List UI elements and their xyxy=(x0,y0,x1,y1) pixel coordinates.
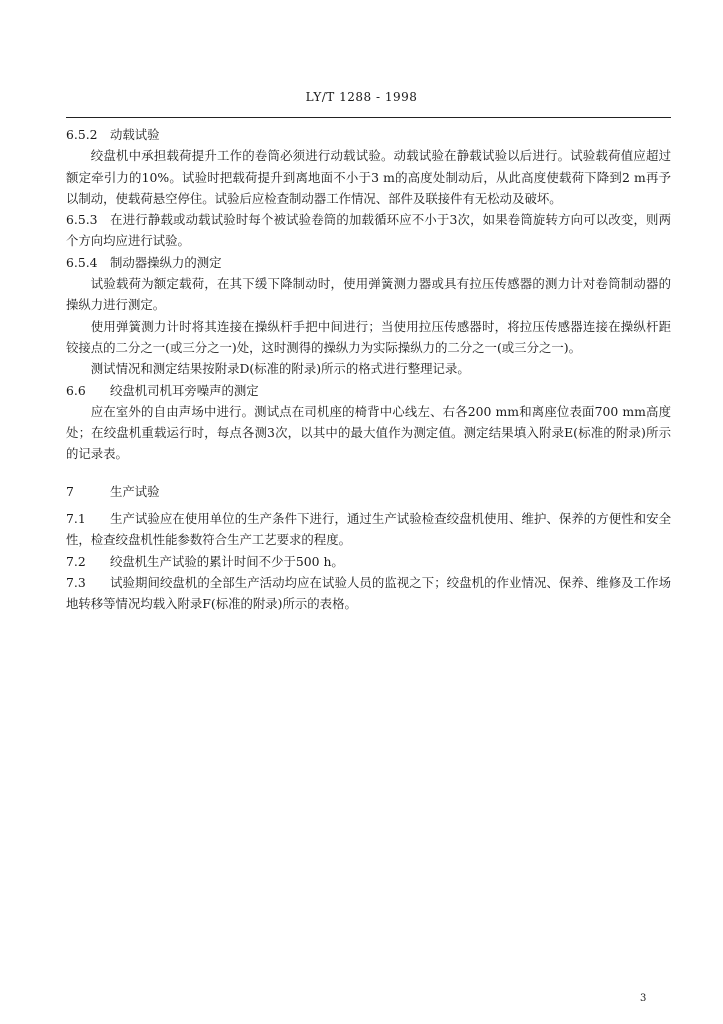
section-6-6-heading xyxy=(66,380,671,401)
section-number: 7 xyxy=(66,483,74,499)
section-text: 试验期间绞盘机的全部生产活动均应在试验人员的监视之下；绞盘机的作业情况、保养、维修及工作场地转移等情况均载入附录F(标准的附录)所示的表格。 xyxy=(66,574,671,612)
page-number: 3 xyxy=(640,993,647,1004)
section-text: 绞盘机生产试验的累计时间不少于500 h。 xyxy=(110,553,344,569)
section-6-5-4-paragraph-1: 试验载荷为额定载荷，在其下缓下降制动时，使用弹簧测力器或具有拉压传感器的测力计对卷筒制动器的操纵力进行测定。 xyxy=(66,276,671,313)
section-7-1-paragraph xyxy=(66,508,671,551)
standard-header: LY/T 1288 - 1998 xyxy=(305,90,418,104)
section-6-5-2-paragraph: 绞盘机中承担载荷提升工作的卷筒必须进行动载试验。动载试验在静载试验以后进行。试验载荷值应超过额定牵引力的10%。试验时把载荷提升到离地面不小于3 m的高度处制动后，从此高度使载荷下降到2 m再予以制动，使载荷悬空停住。试验后应检查制动器工作情况、部件及联接件有无松动及破坏。 xyxy=(66,148,671,206)
section-title: 制动器操纵力的测定 xyxy=(110,254,222,270)
section-number: 7.2 xyxy=(66,553,86,569)
spacer xyxy=(66,465,671,481)
section-7-3-paragraph xyxy=(66,572,671,615)
header-rule xyxy=(66,117,671,118)
section-title: 绞盘机司机耳旁噪声的测定 xyxy=(110,382,259,398)
section-6-5-3-paragraph xyxy=(66,209,671,252)
section-6-5-4-paragraph-2: 使用弹簧测力计时将其连接在操纵杆手把中间进行；当使用拉压传感器时，将拉压传感器连接在操纵杆距铰接点的二分之一(或三分之一)处，这时测得的操纵力为实际操纵力的二分之一(或三分之一)。 xyxy=(66,318,671,355)
section-6-5-4-heading xyxy=(66,252,671,273)
section-number: 7.3 xyxy=(66,574,86,590)
document-body xyxy=(66,124,671,615)
section-6-5-2-heading xyxy=(66,124,671,145)
section-7-heading xyxy=(66,481,671,502)
section-title: 动载试验 xyxy=(110,127,160,142)
section-text: 在进行静载或动载试验时每个被试验卷筒的加载循环应不小于3次，如果卷筒旋转方向可以改变，则两个方向均应进行试验。 xyxy=(66,212,671,249)
section-7-2-paragraph xyxy=(66,551,671,572)
section-number: 6.5.3 xyxy=(66,212,98,228)
section-number: 6.6 xyxy=(66,382,86,398)
section-number: 6.5.4 xyxy=(66,254,98,270)
section-number: 6.5.2 xyxy=(66,127,98,142)
section-6-5-4-paragraph-3: 测试情况和测定结果按附录D(标准的附录)所示的格式进行整理记录。 xyxy=(90,361,470,377)
section-6-6-paragraph: 应在室外的自由声场中进行。测试点在司机座的椅背中心线左、右各200 mm和离座位表面700 mm高度处；在绞盘机重载运行时，每点各测3次，以其中的最大值作为测定值。测定结果填入附录E(标准的附录)所示的记录表。 xyxy=(66,403,671,462)
section-number: 7.1 xyxy=(66,511,86,527)
section-text: 生产试验应在使用单位的生产条件下进行，通过生产试验检查绞盘机使用、维护、保养的方便性和安全性，检查绞盘机性能参数符合生产工艺要求的程度。 xyxy=(66,511,671,548)
section-title: 生产试验 xyxy=(110,483,160,499)
